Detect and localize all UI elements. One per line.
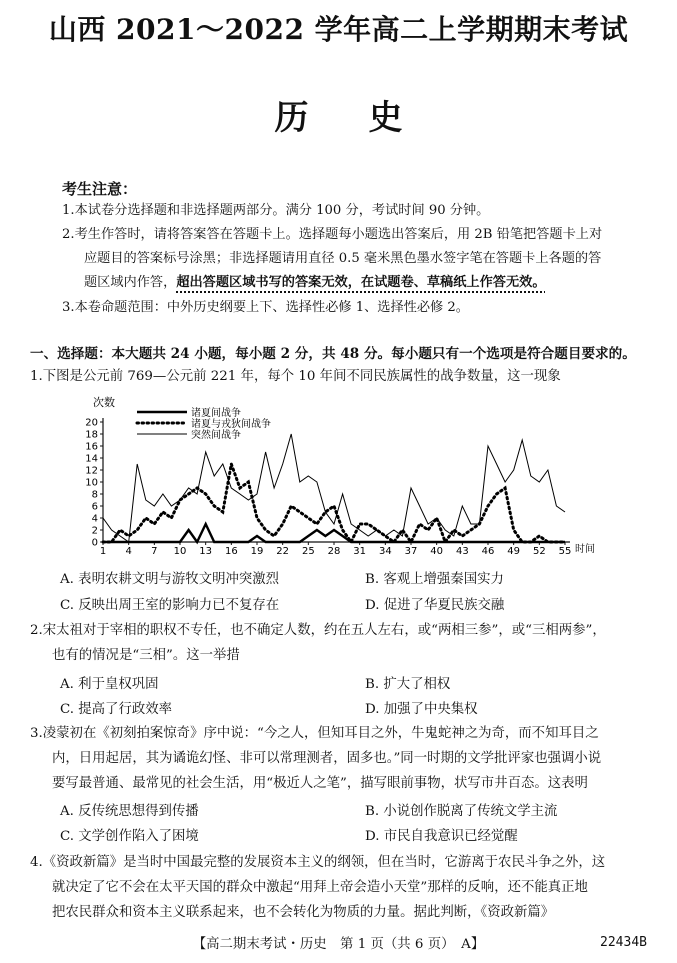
chart-x-tick-label: 16 (224, 546, 238, 557)
chart-legend-label-1: 诸夏间战争 (191, 408, 241, 419)
q1-option-b[interactable]: B. 客观上增强秦国实力 (365, 572, 504, 587)
chart-x-tick-label: 34 (378, 546, 392, 557)
chart-x-label: 时间 (575, 544, 595, 555)
chart-y-tick-label: 8 (91, 489, 98, 501)
chart-x-tick-label: 46 (481, 546, 495, 557)
q3-option-a[interactable]: A. 反传统思想得到传播 (60, 804, 199, 819)
chart-y-label: 次数 (93, 396, 115, 409)
chart-x-tick-label: 19 (250, 546, 264, 557)
chart-lines (103, 434, 565, 542)
q3-stem-line1: 3.凌蒙初在《初刻拍案惊奇》序中说：“今之人，但知耳目之外，牛鬼蛇神之为奇，而不知耳目之 (30, 726, 599, 741)
exam-title: 山西 2021～2022 学年高二上学期期末考试 (48, 13, 629, 46)
notice-item-2-line3 (62, 271, 674, 295)
q3-option-c[interactable]: C. 文学创作陷入了困境 (60, 829, 199, 844)
notice-heading: 考生注意： (62, 180, 138, 198)
notice-item-2-emphasis: 超出答题区域书写的答案无效，在试题卷、草稿纸上作答无效。 (176, 275, 546, 290)
chart-x-tick-label: 1 (99, 546, 107, 557)
q3-option-b[interactable]: B. 小说创作脱离了传统文学主流 (365, 804, 558, 819)
chart-y-tick-label: 18 (85, 429, 98, 441)
chart-x-ticks (100, 542, 572, 557)
page-footer: 【高二期末考试・历史 第 1 页（共 6 页） A】 (192, 937, 485, 952)
chart-x-tick-label: 40 (430, 546, 444, 557)
notice-item-2-plain: 题区域内作答， (84, 275, 177, 290)
chart-x-tick-label: 10 (173, 546, 187, 557)
notice-item-2-line2: 应题目的答案标号涂黑；非选择题请用直径 0.5 毫米黑色墨水签字笔在答题卡上各题的答 (84, 251, 602, 266)
chart-x-tick-label: 31 (353, 546, 367, 557)
chart-x-tick-label: 28 (327, 546, 341, 557)
subject-title: 历史 (274, 98, 463, 138)
chart-x-tick-label: 49 (507, 546, 521, 557)
chart-series-line-1 (103, 524, 565, 542)
q2-option-d[interactable]: D. 加强了中央集权 (365, 702, 478, 717)
q1-options-row1 (60, 568, 660, 594)
notice-item-2-line1: 2.考生作答时，请将答案答在答题卡上。选择题每小题选出答案后，用 2B 铅笔把答题卡上对 (62, 227, 603, 242)
q1-options-row2 (60, 594, 660, 620)
chart-x-tick-label: 43 (455, 546, 469, 557)
chart-x-tick-label: 52 (532, 546, 546, 557)
chart-y-tick-label: 6 (91, 501, 98, 513)
chart-x-tick-label: 55 (558, 546, 572, 557)
chart-legend (137, 406, 271, 441)
q4-stem-line1: 4.《资政新篇》是当时中国最完整的发展资本主义的纲领，但在当时，它游离于农民斗争之外，这 (30, 855, 606, 870)
q3-stem-line3: 要写最普通、最常见的社会生活，用“极近人之笔”，描写眼前事物，状写市井百态。这表明 (52, 776, 588, 791)
chart-x-tick-label: 25 (301, 546, 315, 557)
chart-y-ticks (85, 418, 103, 549)
q2-stem-line2: 也有的情况是“三相”。这一举措 (52, 648, 240, 663)
chart-axes (103, 418, 570, 542)
chart-y-tick-label: 0 (91, 537, 98, 549)
q1-stem: 1.下图是公元前 769—公元前 221 年，每个 10 年间不同民族属性的战争数量，这一现象 (30, 369, 561, 384)
chart-legend-label-3: 突然间战争 (191, 430, 241, 441)
q1-option-d[interactable]: D. 促进了华夏民族交融 (365, 598, 505, 613)
chart-x-tick-label: 7 (151, 546, 158, 557)
q3-options-row1 (60, 800, 660, 826)
chart-legend-label-2: 诸夏与戎狄间战争 (191, 419, 271, 430)
chart-x-tick-label: 37 (404, 546, 418, 557)
chart-x-tick-label: 22 (276, 546, 290, 557)
q2-stem-line1: 2.宋太祖对于宰相的职权不专任，也不确定人数，约在五人左右，或“两相三参”，或“三相两参”， (30, 623, 606, 638)
chart-series-line-3 (103, 434, 565, 542)
chart-y-tick-label: 20 (85, 417, 98, 429)
chart-y-tick-label: 14 (85, 453, 98, 465)
war-count-chart (85, 394, 625, 564)
notice-item-3: 3.本卷命题范围：中外历史纲要上下、选择性必修 1、选择性必修 2。 (62, 300, 469, 315)
paper-code: 22434B (600, 935, 647, 950)
q2-option-c[interactable]: C. 提高了行政效率 (60, 702, 173, 717)
chart-y-tick-label: 2 (91, 525, 98, 537)
chart-y-tick-label: 16 (85, 441, 98, 453)
q3-stem-line2: 内，日用起居，其为谲诡幻怪、非可以常理测者，固多也。”同一时期的文学批评家也强调小说 (52, 751, 602, 766)
q2-options-row1 (60, 673, 660, 699)
chart-y-tick-label: 4 (91, 513, 98, 525)
q4-stem-line2: 就决定了它不会在太平天国的群众中激起“用拜上帝会造小天堂”那样的反响，还不能真正地 (52, 880, 588, 895)
q3-option-d[interactable]: D. 市民自我意识已经觉醒 (365, 829, 518, 844)
q2-option-b[interactable]: B. 扩大了相权 (365, 677, 451, 692)
q1-option-c[interactable]: C. 反映出周王室的影响力已不复存在 (60, 598, 280, 613)
q1-option-a[interactable]: A. 表明农耕文明与游牧文明冲突激烈 (60, 572, 280, 587)
q4-stem-line3: 把农民群众和资本主义联系起来，也不会转化为物质的力量。据此判断，《资政新篇》 (52, 905, 555, 920)
q2-option-a[interactable]: A. 利于皇权巩固 (60, 677, 159, 692)
chart-x-tick-label: 13 (199, 546, 213, 557)
section-1-heading: 一、选择题：本大题共 24 小题，每小题 2 分，共 48 分。每小题只有一个选项是符合题目要求的。 (30, 346, 636, 362)
notice-item-1: 1.本试卷分选择题和非选择题两部分。满分 100 分，考试时间 90 分钟。 (62, 203, 490, 218)
q3-options-row2 (60, 825, 660, 851)
chart-y-tick-label: 12 (85, 465, 98, 477)
chart-y-tick-label: 10 (85, 477, 98, 489)
chart-x-tick-label: 4 (125, 546, 132, 557)
